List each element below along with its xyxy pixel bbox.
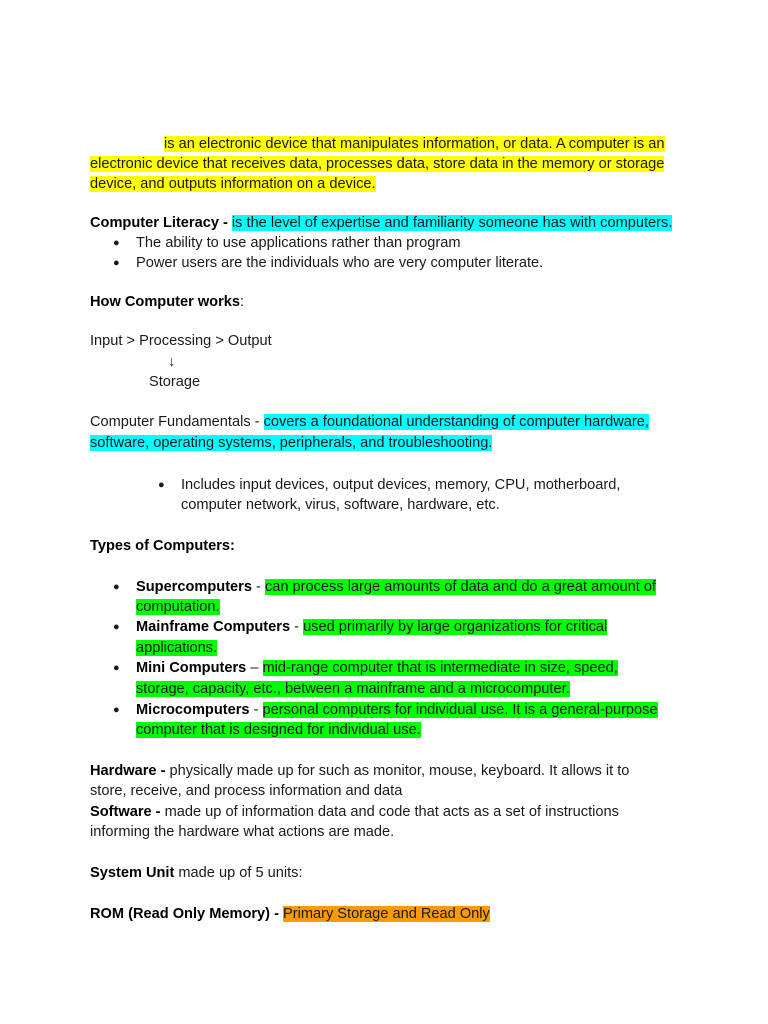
- literacy-term: Computer Literacy -: [90, 215, 232, 231]
- type-item-supercomputers-cont: [136, 597, 220, 618]
- type-sep: -: [290, 619, 304, 635]
- fundamentals-line-1: [90, 412, 649, 433]
- type-desc-2: storage, capacity, etc., between a mainframe and a microcomputer.: [136, 681, 570, 697]
- type-desc-1: mid-range computer that is intermediate in size, speed,: [262, 660, 618, 676]
- intro-text-3: device, and outputs information on a device.: [90, 176, 376, 192]
- fundamentals-bullet-text-1: Includes input devices, output devices, memory, CPU, motherboard,: [181, 477, 621, 493]
- system-unit-text: made up of 5 units:: [174, 865, 303, 881]
- literacy-bullet-text: Power users are the individuals who are very computer literate.: [136, 255, 544, 271]
- type-desc-1: personal computers for individual use. It is a general-purpose: [262, 702, 658, 718]
- hardware-term: Hardware -: [90, 763, 170, 779]
- literacy-definition: is the level of expertise and familiarity someone has with computers.: [231, 215, 673, 231]
- type-item-mainframe: [136, 617, 607, 638]
- storage-line: [149, 372, 200, 393]
- software-line-1: [90, 802, 619, 823]
- intro-text-1: is an electronic device that manipulates information, or data. A computer is an: [164, 136, 665, 152]
- flow-text: Input > Processing > Output: [90, 333, 272, 349]
- how-works-heading: [90, 292, 244, 313]
- storage-text: Storage: [149, 374, 201, 390]
- type-desc-1: used primarily by large organizations for critical: [303, 619, 608, 635]
- type-name: Mainframe Computers: [136, 619, 291, 635]
- down-arrow-icon: [168, 352, 175, 373]
- literacy-bullet-1: [136, 233, 460, 254]
- fundamentals-bullet-text-2: computer network, virus, software, hardware, etc.: [181, 497, 500, 513]
- rom-term: ROM (Read Only Memory) -: [90, 906, 283, 922]
- bullet-icon: ●: [113, 237, 120, 249]
- literacy-line: [90, 213, 672, 234]
- type-sep: -: [249, 702, 263, 718]
- type-desc-1: can process large amounts of data and do a great amount of: [264, 579, 656, 595]
- type-sep: -: [251, 579, 265, 595]
- fundamentals-definition-2: software, operating systems, peripherals, and troubleshooting.: [90, 435, 493, 451]
- type-desc-2: applications.: [136, 640, 218, 656]
- software-line-2: [90, 822, 394, 843]
- type-name: Microcomputers: [136, 702, 250, 718]
- bullet-icon: ●: [113, 704, 120, 716]
- system-unit-line: [90, 863, 303, 884]
- flow-line: [90, 331, 272, 352]
- type-item-supercomputers: [136, 577, 656, 598]
- system-unit-term: System Unit: [90, 865, 175, 881]
- type-item-mini-cont: [136, 679, 570, 700]
- intro-line-2: [90, 154, 664, 175]
- bullet-icon: ●: [113, 662, 120, 674]
- fundamentals-bullet-line-1: [181, 475, 620, 496]
- type-desc-2: computation.: [136, 599, 220, 615]
- hardware-line-2: [90, 781, 402, 802]
- bullet-icon: ●: [113, 257, 120, 269]
- type-name: Mini Computers: [136, 660, 247, 676]
- type-item-micro-cont: [136, 720, 421, 741]
- software-term: Software -: [90, 804, 165, 820]
- fundamentals-term: Computer Fundamentals -: [90, 414, 264, 430]
- software-text-2: informing the hardware what actions are made.: [90, 824, 395, 840]
- rom-definition: Primary Storage and Read Only: [282, 906, 490, 922]
- literacy-bullet-2: [136, 253, 543, 274]
- software-text-1: made up of information data and code that acts as a set of instructions: [164, 804, 619, 820]
- bullet-icon: ●: [158, 479, 165, 491]
- type-sep: –: [246, 660, 263, 676]
- intro-line-1: [164, 134, 665, 155]
- type-name: Supercomputers: [136, 579, 252, 595]
- rom-line: [90, 904, 490, 925]
- type-item-micro: [136, 700, 658, 721]
- types-heading: [90, 536, 235, 557]
- hardware-line-1: [90, 761, 629, 782]
- literacy-bullet-text: The ability to use applications rather than program: [136, 235, 461, 251]
- type-item-mini: [136, 658, 618, 679]
- how-works-colon: :: [240, 294, 245, 310]
- bullet-icon: ●: [113, 581, 120, 593]
- hardware-text-1: physically made up for such as monitor, mouse, keyboard. It allows it to: [169, 763, 630, 779]
- how-works-title: How Computer works: [90, 294, 241, 310]
- fundamentals-line-2: [90, 433, 492, 454]
- bullet-icon: ●: [113, 621, 120, 633]
- types-title: Types of Computers:: [90, 538, 235, 554]
- intro-line-3: [90, 174, 376, 195]
- fundamentals-definition-1: covers a foundational understanding of computer hardware,: [263, 414, 649, 430]
- fundamentals-bullet-line-2: [181, 495, 500, 516]
- intro-text-2: electronic device that receives data, processes data, store data in the memory or storage: [90, 156, 665, 172]
- hardware-text-2: store, receive, and process information and data: [90, 783, 403, 799]
- type-item-mainframe-cont: [136, 638, 217, 659]
- down-arrow-glyph: ↓: [168, 354, 176, 370]
- type-desc-2: computer that is designed for individual use.: [136, 722, 421, 738]
